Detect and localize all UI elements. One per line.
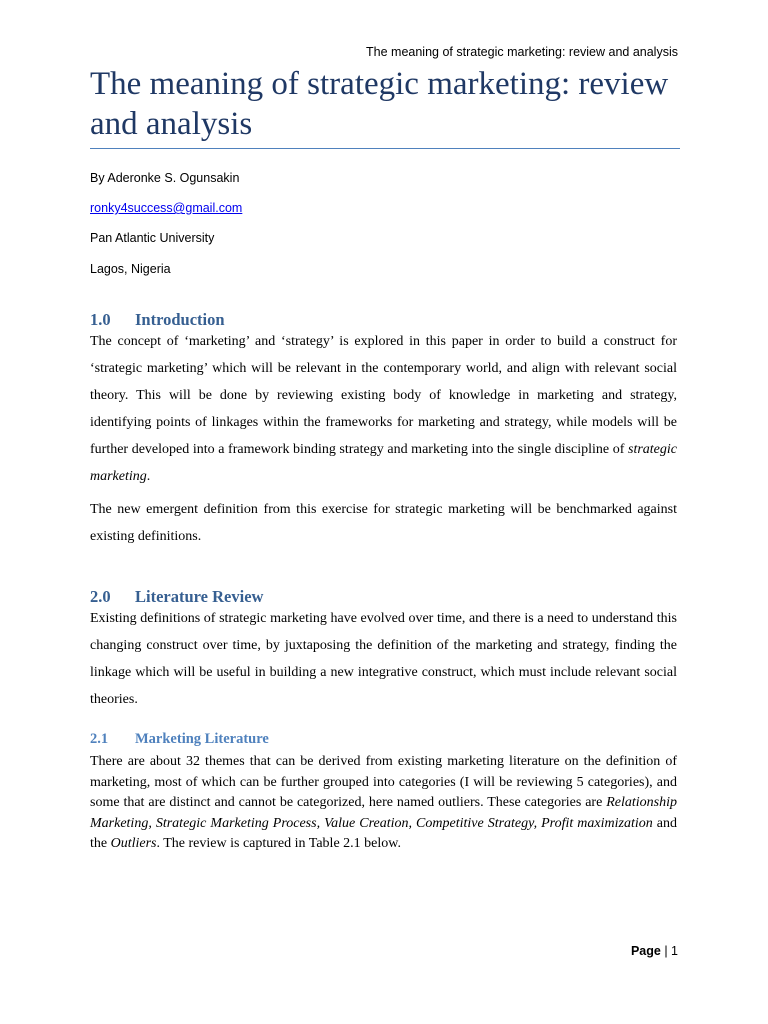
page-footer (631, 944, 678, 958)
section-number: 1.0 (90, 310, 111, 329)
section-number: 2.0 (90, 587, 111, 606)
section-heading-introduction (90, 310, 225, 330)
intro-paragraph-1: The concept of ‘marketing’ and ‘strategy’ is explored in this paper in order to build a construct for ‘strategic marketing’ which will be relevant in the contemporary world, and align with relevant social theory. This will be done by reviewing existing body of knowledge in marketing and strategy, identifying points of linkages within the frameworks for marketing and strategy, while models will be further developed into a framework binding strategy and marketing into the single discipline of strategic marketing. (90, 334, 677, 484)
author-email-link[interactable]: ronky4success@gmail.com (90, 201, 243, 215)
section-title: Marketing Literature (135, 731, 269, 747)
document-title: The meaning of strategic marketing: review and analysis (90, 66, 669, 142)
emphasis: Outliers (110, 836, 157, 851)
section-heading-marketing-literature (90, 731, 269, 748)
literature-paragraph-1: Existing definitions of strategic marketing have evolved over time, and there is a need to understand this changing construct over time, by juxtaposing the definition of the marketing and strategy, finding the linkage which will be useful in building a new integrative construct, which must include relevant social theories. (90, 611, 677, 707)
page-number: 1 (671, 944, 678, 958)
section-title: Introduction (135, 310, 225, 329)
page-separator: | (664, 944, 668, 958)
running-header: The meaning of strategic marketing: review and analysis (366, 45, 678, 59)
page-label: Page (630, 944, 661, 958)
emphasis: strategic marketing (90, 442, 677, 484)
section-heading-literature-review (90, 587, 263, 607)
emphasis: Relationship Marketing, Strategic Marketing Process, Value Creation, Competitive Strategy, Profit maximization (90, 795, 677, 831)
author-affiliation: Pan Atlantic University (90, 231, 215, 245)
author-line: By Aderonke S. Ogunsakin (90, 171, 240, 185)
marketing-literature-paragraph-1: There are about 32 themes that can be derived from existing marketing literature on the definition of marketing, most of which can be further grouped into categories (I will be reviewing 5 categories), and some that are distinct and cannot be categorized, here named outliers. These categories are Relationship Marketing, Strategic Marketing Process, Value Creation, Competitive Strategy, Profit maximization and the Outliers. The review is captured in Table 2.1 below. (90, 754, 677, 851)
intro-paragraph-2: The new emergent definition from this exercise for strategic marketing will be benchmarked against existing definitions. (90, 502, 677, 544)
title-rule (90, 148, 680, 149)
section-title: Literature Review (135, 587, 264, 606)
section-number: 2.1 (90, 731, 109, 747)
author-location: Lagos, Nigeria (90, 262, 171, 276)
